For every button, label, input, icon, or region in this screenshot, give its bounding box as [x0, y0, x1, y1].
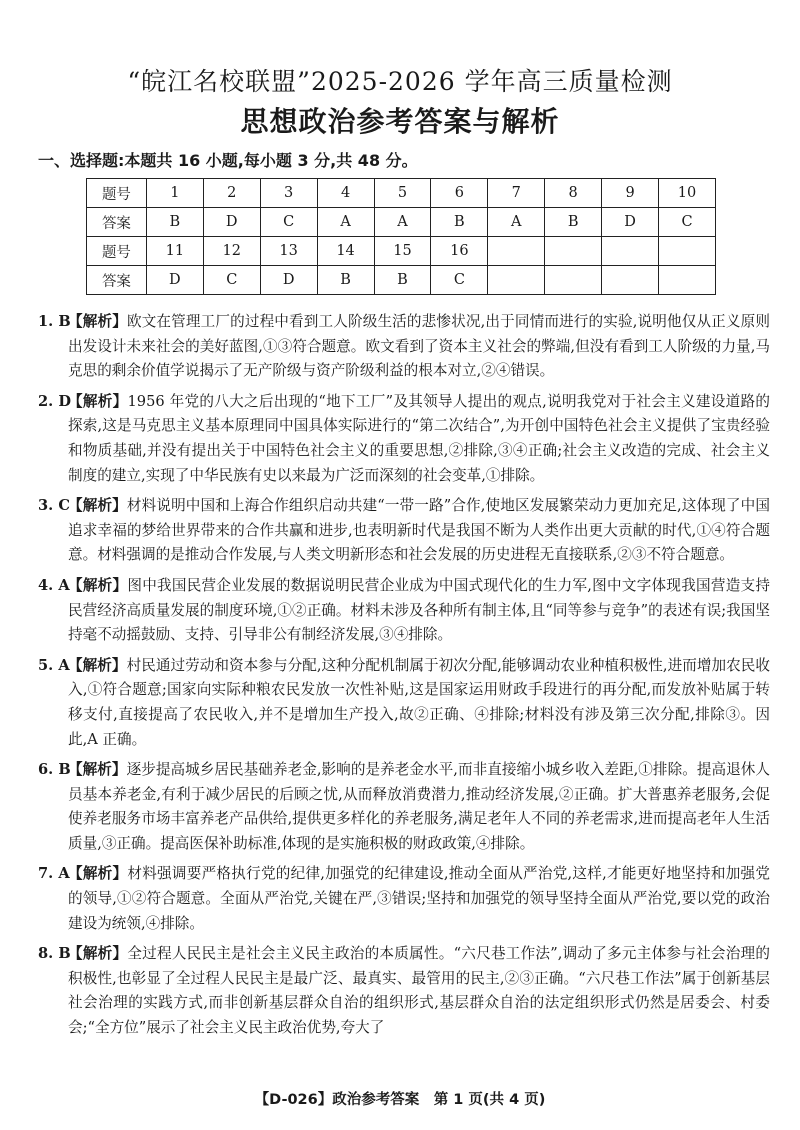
question-number-cell: 4 — [317, 179, 374, 208]
question-number-cell: 13 — [260, 237, 317, 266]
answer-cell: D — [260, 266, 317, 295]
question-number-cell: 8 — [545, 179, 602, 208]
row-label: 题号 — [87, 179, 147, 208]
question-number-cell: 9 — [602, 179, 659, 208]
analysis-text: 材料强调要严格执行党的纪律,加强党的纪律建设,推动全面从严治党,这样,才能更好地坚持和加强党的领导,①②符合题意。全面从严治党,关键在严,③错误;坚持和加强党的领导坚持全面从严治党,要以党的政治建设为统领,④排除。 — [68, 865, 770, 932]
section-heading: 一、选择题:本题共 16 小题,每小题 3 分,共 48 分。 — [38, 151, 418, 170]
question-answer: C — [58, 497, 70, 515]
question-answer: A — [58, 865, 70, 883]
answer-cell: C — [260, 208, 317, 237]
question-number-cell: 3 — [260, 179, 317, 208]
analysis-tag: 【解析】 — [68, 656, 127, 674]
question-answer: D — [58, 392, 71, 410]
question-number: 8. B — [38, 945, 71, 963]
question-number: 5. A — [38, 656, 70, 674]
answer-cell — [659, 266, 716, 295]
answer-cell: D — [203, 208, 260, 237]
answer-cell — [602, 266, 659, 295]
question-number-cell: 10 — [659, 179, 716, 208]
question-number: 7. A — [38, 865, 70, 883]
answer-table-row — [87, 179, 716, 208]
question-number: 2. D — [38, 392, 71, 410]
answer-cell: C — [203, 266, 260, 295]
row-label: 答案 — [87, 208, 147, 237]
question-number-cell: 11 — [146, 237, 203, 266]
question-explanation — [0, 574, 800, 648]
question-explanation — [0, 390, 800, 488]
analysis-text: 欧文在管理工厂的过程中看到工人阶级生活的悲惨状况,出于同情而进行的实验,说明他仅从正义原则出发设计未来社会的美好蓝图,①③符合题意。欧文看到了资本主义社会的弊端,但没有看到工人阶级的力量,马克思的剩余价值学说揭示了无产阶级与资产阶级利益的根本对立,②④错误。 — [68, 313, 770, 380]
question-number: 3. C — [38, 497, 70, 515]
row-label: 题号 — [87, 237, 147, 266]
answer-table-row — [87, 266, 716, 295]
answer-cell: D — [146, 266, 203, 295]
question-explanation — [0, 758, 800, 856]
answer-cell — [545, 266, 602, 295]
answer-cell: A — [317, 208, 374, 237]
question-answer: A — [58, 656, 70, 674]
answer-table-row — [87, 237, 716, 266]
question-number: 6. B — [38, 761, 71, 779]
question-explanation — [0, 494, 800, 568]
answer-cell: B — [431, 208, 488, 237]
analysis-text: 全过程人民民主是社会主义民主政治的本质属性。“六尺巷工作法”,调动了多元主体参与社会治理的积极性,也彰显了全过程人民民主是最广泛、最真实、最管用的民主,②③正确。“六尺巷工作法”属于创新基层社会治理的实践方式,而非创新基层群众自治的组织形式,基层群众自治的法定组织形式仍然是居委会、村委会;“全方位”展示了社会主义民主政治优势,夸大了 — [68, 945, 770, 1037]
question-explanation — [0, 310, 800, 384]
analysis-text: 村民通过劳动和资本参与分配,这种分配机制属于初次分配,能够调动农业种植积极性,进而增加农民收入,①符合题意;国家向实际种粮农民发放一次性补贴,这是国家运用财政手段进行的再分配,而发放补贴属于转移支付,直接提高了农民收入,并不是增加生产投入,故②正确、④排除;材料没有涉及第三次分配,排除③。因此,A 正确。 — [68, 656, 770, 748]
question-answer: A — [58, 576, 70, 594]
question-number-cell — [602, 237, 659, 266]
question-explanation — [0, 654, 800, 752]
document-title: “皖江名校联盟”2025-2026 学年高三质量检测 — [127, 67, 673, 96]
analysis-tag: 【解析】 — [68, 576, 128, 594]
analysis-text: 逐步提高城乡居民基础养老金,影响的是养老金水平,而非直接缩小城乡收入差距,①排除。提高退休人员基本养老金,有利于减少居民的后顾之忧,从而释放消费潜力,推动经济发展,②正确。扩大普惠养老服务,会促使养老服务市场丰富养老产品供给,提供更多样化的养老服务,满足老年人不同的养老需求,进而提高老年人生活质量,③正确。提高医保补助标准,体现的是实施积极的财政政策,④排除。 — [68, 761, 770, 852]
page-footer: 【D-026】政治参考答案 第 1 页(共 4 页) — [254, 1092, 546, 1108]
question-number-cell: 5 — [374, 179, 431, 208]
answer-cell: B — [146, 208, 203, 237]
question-number-cell: 2 — [203, 179, 260, 208]
question-number-cell: 7 — [488, 179, 545, 208]
question-answer: B — [58, 945, 71, 963]
analysis-text: 材料说明中国和上海合作组织启动共建“一带一路”合作,使地区发展繁荣动力更加充足,这体现了中国追求幸福的梦给世界带来的合作共赢和进步,也表明新时代是我国不断为人类作出更大贡献的时代,①④符合题意。材料强调的是推动合作发展,与人类文明新形态和社会发展的历史进程无直接联系,②③不符合题意。 — [68, 497, 770, 564]
analysis-text: 图中我国民营企业发展的数据说明民营企业成为中国式现代化的生力军,图中文字体现我国营造支持民营经济高质量发展的制度环境,①②正确。材料未涉及各种所有制主体,且“同等参与竞争”的表述有误;我国坚持毫不动摇鼓励、支持、引导非公有制经济发展,③④排除。 — [68, 576, 770, 644]
row-label: 答案 — [87, 266, 147, 295]
question-answer: B — [58, 313, 71, 330]
document-subtitle: 思想政治参考答案与解析 — [240, 105, 560, 138]
explanations — [0, 310, 800, 1047]
question-explanation — [0, 862, 800, 936]
question-number-cell: 1 — [146, 179, 203, 208]
analysis-text: 1956 年党的八大之后出现的“地下工厂”及其领导人提出的观点,说明我党对于社会主义建设道路的探索,这是马克思主义基本原理同中国具体实际进行的“第二次结合”,为开创中国特色社会主义提供了宝贵经验和物质基础,并没有提出关于中国特色社会主义的重要思想,②排除,③④正确;社会主义改造的完成、社会主义制度的建立,实现了中华民族有史以来最为广泛而深刻的社会变革,①排除。 — [68, 392, 770, 484]
answer-cell: C — [431, 266, 488, 295]
answer-cell: B — [545, 208, 602, 237]
answer-cell: C — [659, 208, 716, 237]
question-explanation — [0, 942, 800, 1040]
question-number-cell — [659, 237, 716, 266]
analysis-tag: 【解析】 — [68, 313, 127, 330]
answer-cell: B — [374, 266, 431, 295]
analysis-tag: 【解析】 — [68, 392, 128, 410]
question-number-cell: 14 — [317, 237, 374, 266]
question-number-cell: 6 — [431, 179, 488, 208]
analysis-tag: 【解析】 — [68, 865, 128, 883]
question-number-cell: 12 — [203, 237, 260, 266]
question-number-cell: 15 — [374, 237, 431, 266]
answer-cell — [488, 266, 545, 295]
question-number: 1. B — [38, 313, 71, 330]
analysis-tag: 【解析】 — [68, 945, 128, 963]
question-number-cell: 16 — [431, 237, 488, 266]
question-number: 4. A — [38, 576, 70, 594]
analysis-tag: 【解析】 — [68, 497, 127, 515]
question-number-cell — [545, 237, 602, 266]
question-answer: B — [58, 761, 71, 779]
analysis-tag: 【解析】 — [68, 761, 127, 779]
answer-table-row — [87, 208, 716, 237]
answer-cell: D — [602, 208, 659, 237]
answer-cell: A — [488, 208, 545, 237]
answer-cell: B — [317, 266, 374, 295]
question-number-cell — [488, 237, 545, 266]
answer-cell: A — [374, 208, 431, 237]
answer-table — [86, 178, 716, 295]
